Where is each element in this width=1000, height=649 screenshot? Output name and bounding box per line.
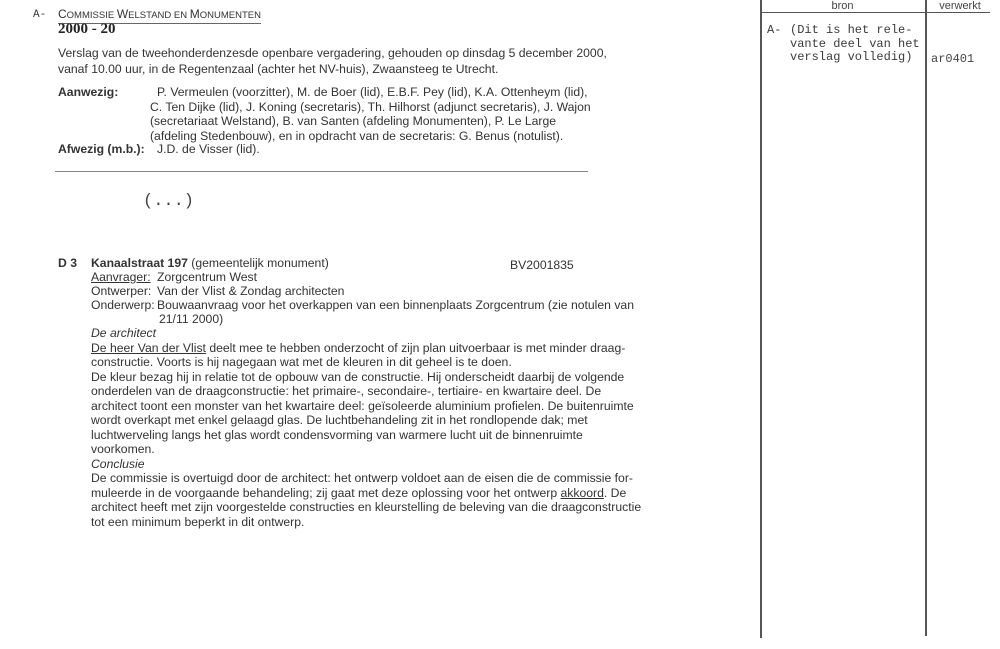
absent-list: J.D. de Visser (lid). xyxy=(157,142,260,156)
body-line: wordt overkapt met enkel gelaagd glas. De luchtbehandeling zit in het rondlopende dak; met xyxy=(91,413,588,427)
section-divider xyxy=(55,171,588,172)
commission-part: MONUMENTEN xyxy=(189,7,261,21)
absent-label: Afwezig (m.b.): xyxy=(58,142,145,156)
source-note xyxy=(790,24,920,65)
field-value: Bouwaanvraag voor het overkappen van een binnenplaats Zorgcentrum (zie notulen van xyxy=(157,298,634,312)
item-status: (gemeentelijk monument) xyxy=(187,256,329,270)
body-line: constructie. Voorts is hij nagegaan wat met de kleuren in dit geheel is te doen. xyxy=(91,355,512,369)
present-line: P. Vermeulen (voorzitter), M. de Boer (lid), E.B.F. Pey (lid), K.A. Ottenheym (lid), xyxy=(157,85,588,99)
body-line: luchtwerveling langs het glas wordt condensvorming van warmere lucht uit de binnenruimte xyxy=(91,427,583,442)
item-title xyxy=(91,256,329,271)
table-header-rule xyxy=(760,12,990,13)
field-subject-continuation: 21/11 2000) xyxy=(159,312,224,326)
body-line: De commissie is overtuigd door de architect: het ontwerp voldoet aan de eisen die de commissie for- xyxy=(91,471,633,485)
field-label: Aanvrager: xyxy=(91,270,151,284)
field-value: Zorgcentrum West xyxy=(157,270,258,284)
body-line: architect heeft met zijn voorgestelde constructies en kleurstelling de beleving van die draagconstructie xyxy=(91,500,642,514)
column-header-source: bron xyxy=(831,0,854,12)
body-line: architect toont een monster van het kwartaire deel: geïsoleerde aluminium profielen. De buitenruimte xyxy=(91,398,634,413)
body-line: De heer Van der Vlist deelt mee te hebben onderzocht of zijn plan uitvoerbaar is met minder draag- xyxy=(91,340,626,355)
conclusion-heading: Conclusie xyxy=(91,456,145,471)
present-list xyxy=(150,85,591,143)
item-address: Kanaalstraat 197 xyxy=(91,256,188,270)
present-line: C. Ten Dijke (lid), J. Koning (secretaris), Th. Hilhorst (adjunct secretaris), J. Wajon xyxy=(150,99,591,114)
omission-marker: (...) xyxy=(143,192,195,211)
document-number: 2000 - 20 xyxy=(58,21,116,37)
field-designer xyxy=(91,284,344,299)
present-line: (afdeling Stedenbouw), en in opdracht van de secretaris: G. Benus (notulist). xyxy=(150,128,564,143)
processed-code: ar0401 xyxy=(931,52,975,66)
architect-name: De heer Van der Vlist xyxy=(91,340,206,355)
source-note-line: verslag volledig) xyxy=(790,50,913,64)
present-line: (secretariaat Welstand), B. van Santen (afdeling Monumenten), P. Le Large xyxy=(150,114,557,128)
field-value: Van der Vlist & Zondag architecten xyxy=(157,284,345,298)
intro-paragraph xyxy=(58,45,607,77)
commission-part: COMMISSIE xyxy=(58,7,117,21)
field-label: Ontwerper: xyxy=(91,284,152,298)
body-line: onderdelen van de draagconstructie: het primaire-, secondaire-, tertiaire- en kwartaire deel. De xyxy=(91,384,602,398)
source-note-line: vante deel van het xyxy=(790,36,920,51)
approval-word: akkoord xyxy=(560,485,604,500)
body-line: tot een minimum beperkt in dit ontwerp. xyxy=(91,514,305,529)
item-code: D 3 xyxy=(58,256,77,270)
table-border-middle xyxy=(925,0,927,636)
item-reference: BV2001835 xyxy=(510,258,574,272)
intro-line: Verslag van de tweehonderdenzesde openbare vergadering, gehouden op dinsdag 5 december 2000, xyxy=(58,46,607,60)
commission-part: WELSTAND EN xyxy=(116,7,190,21)
source-note-line: (Dit is het rele- xyxy=(790,23,913,37)
item-body xyxy=(91,326,641,529)
architect-heading: De architect xyxy=(91,326,157,340)
column-header-processed: verwerkt xyxy=(939,0,981,12)
source-marker: A- xyxy=(767,23,782,37)
body-line: voorkomen. xyxy=(91,442,155,456)
field-subject xyxy=(91,298,634,313)
section-marker: A- xyxy=(33,9,47,21)
field-label: Onderwerp: xyxy=(91,298,155,312)
intro-line: vanaf 10.00 uur, in de Regentenzaal (achter het NV-huis), Zwaansteeg te Utrecht. xyxy=(58,62,499,76)
body-line: De kleur bezag hij in relatie tot de opbouw van de constructie. Hij onderscheidt daarbij de volgende xyxy=(91,369,625,384)
present-label: Aanwezig: xyxy=(58,85,119,99)
body-line: muleerde in de voorgaande behandeling; zij gaat met deze oplossing voor het ontwerp akkoord. De xyxy=(91,485,627,500)
table-border-left xyxy=(760,0,762,638)
field-applicant xyxy=(91,270,257,285)
